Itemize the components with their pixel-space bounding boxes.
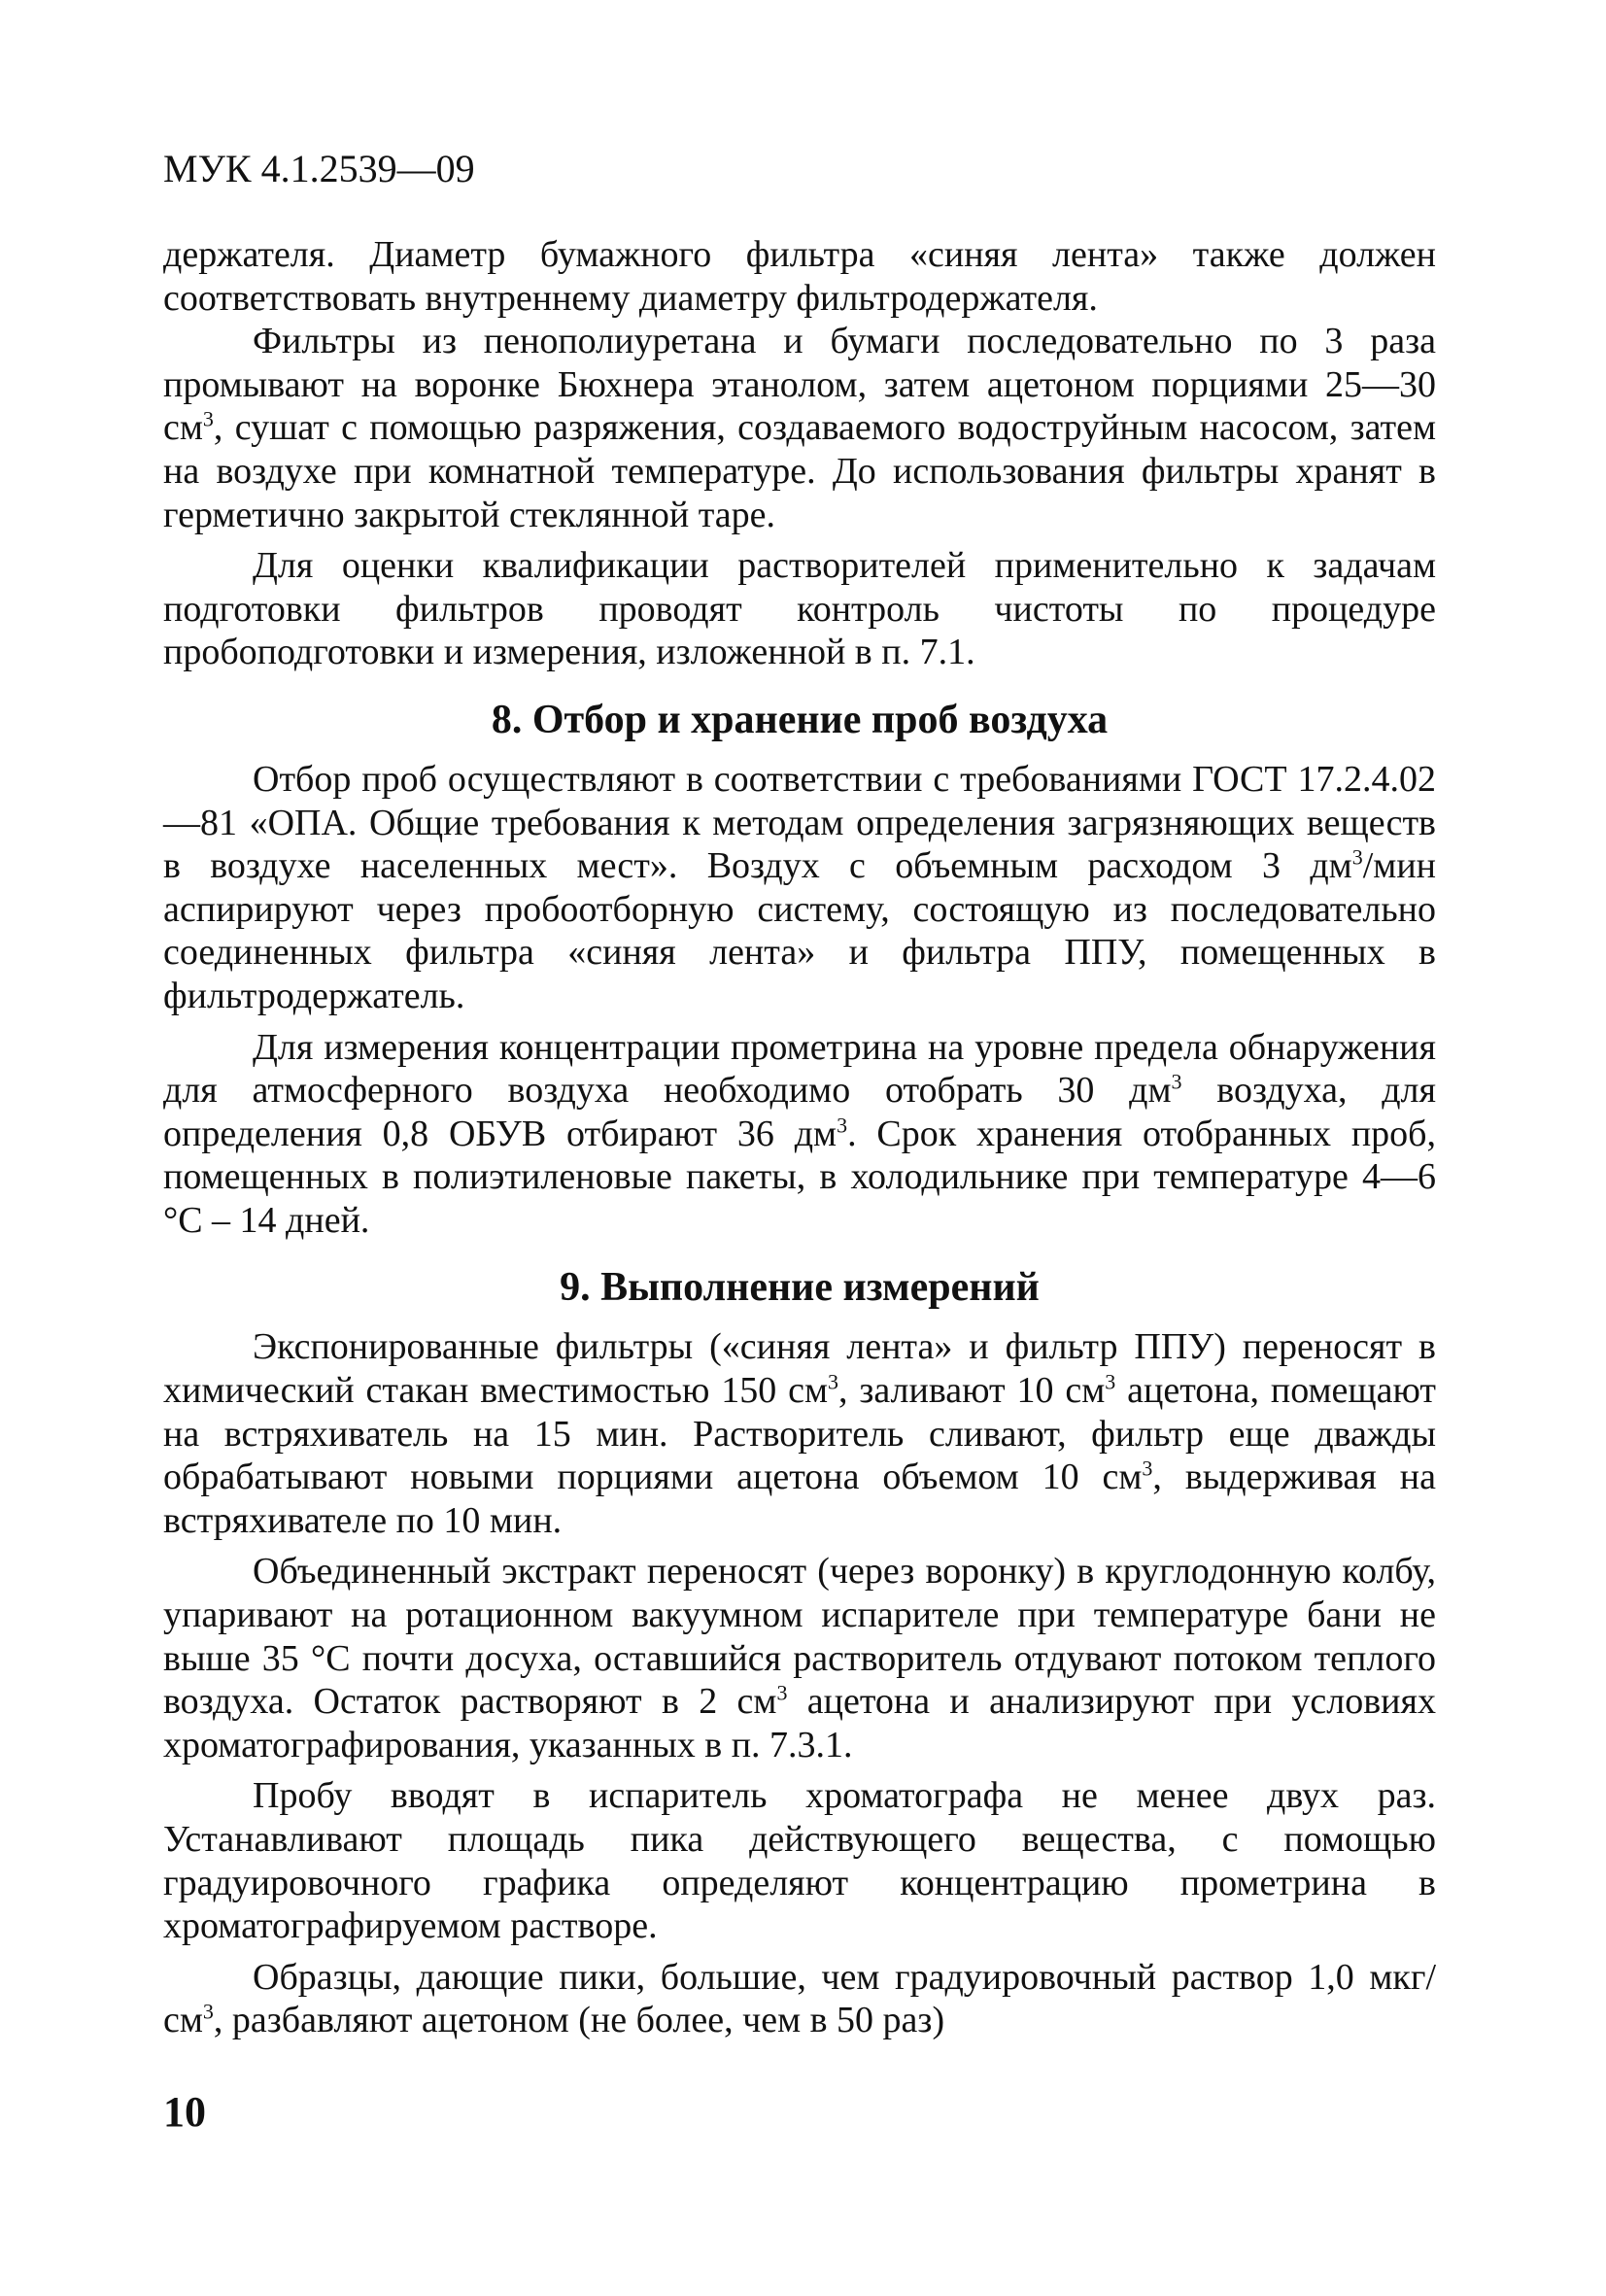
paragraph-evaporation: Объединенный экстракт переносят (через воронку) в круглодонную колбу, упаривают на ротационном вакуумном испарителе при температуре бани не выше 35 °С почти досуха, оставшийся растворитель отдувают потоком теплого воздуха. Остаток растворяют в 2 $см^3$ ацетона и анализируют при условиях хроматографирования, указанных в п. 7.3.1. — [163, 1551, 1436, 1765]
page-number: 10 — [163, 2088, 206, 2136]
section-9-heading: 9. Выполнение измерений — [560, 1265, 1040, 1311]
paragraph-filter-washing: Фильтры из пенополиуретана и бумаги последовательно по 3 раза промывают на воронке Бюхнера этанолом, затем ацетоном порциями 25—30 $см^3$, сушат с помощью разряжения, создаваемого водоструйным насосом, затем на воздухе при комнатной температуре. До использования фильтры хранят в герметично закрытой стеклянной таре. — [163, 321, 1436, 535]
paragraph-injection: Пробу вводят в испаритель хроматографа не менее двух раз. Устанавливают площадь пика действующего вещества, с помощью градуировочного графика определяют концентрацию прометрина в хроматографируемом растворе. — [163, 1775, 1436, 1947]
paragraph-sampling: Отбор проб осуществляют в соответствии с требованиями ГОСТ 17.2.4.02—81 «ОПА. Общие требования к методам определения загрязняющих веществ в воздухе населенных мест». Воздух с объемным расходом 3 $дм^3$/мин аспирируют через пробоотборную систему, состоящую из последовательно соединенных фильтра «синяя лента» и фильтра ППУ, помещенных в фильтродержатель. — [163, 758, 1436, 1016]
paragraph-extraction: Экспонированные фильтры («синяя лента» и фильтр ППУ) переносят в химический стакан вместимостью 150 $см^3$, заливают 10 $см^3$ ацетона, помещают на встряхиватель на 15 мин. Растворитель сливают, фильтр еще дважды обрабатывают новыми порциями ацетона объемом 10 $см^3$, выдерживая на встряхивателе по 10 мин. — [163, 1326, 1437, 1541]
document-code: МУК 4.1.2539—09 — [163, 147, 475, 190]
paragraph-continuation: держателя. Диаметр бумажного фильтра «синяя лента» также должен соответствовать внутреннему диаметру фильтродержателя. — [163, 234, 1436, 319]
paragraph-dilution: Образцы, дающие пики, большие, чем градуировочный раствор 1,0 мкг/$см^3$, разбавляют ацетоном (не более, чем в 50 раз) — [163, 1956, 1436, 2041]
page-body — [163, 233, 1436, 2042]
paragraph-sample-volume: Для измерения концентрации прометрина на уровне предела обнаружения для атмосферного воздуха необходимо отобрать 30 $дм^3$ воздуха, для определения 0,8 ОБУВ отбирают 36 $дм^3$. Срок хранения отобранных проб, помещенных в полиэтиленовые пакеты, в холодильнике при температуре 4—6 °С – 14 дней. — [163, 1026, 1436, 1241]
section-8-heading: 8. Отбор и хранение проб воздуха — [491, 697, 1109, 742]
paragraph-solvent-control: Для оценки квалификации растворителей применительно к задачам подготовки фильтров проводят контроль чистоты по процедуре пробоподготовки и измерения, изложенной в п. 7.1. — [163, 545, 1436, 673]
